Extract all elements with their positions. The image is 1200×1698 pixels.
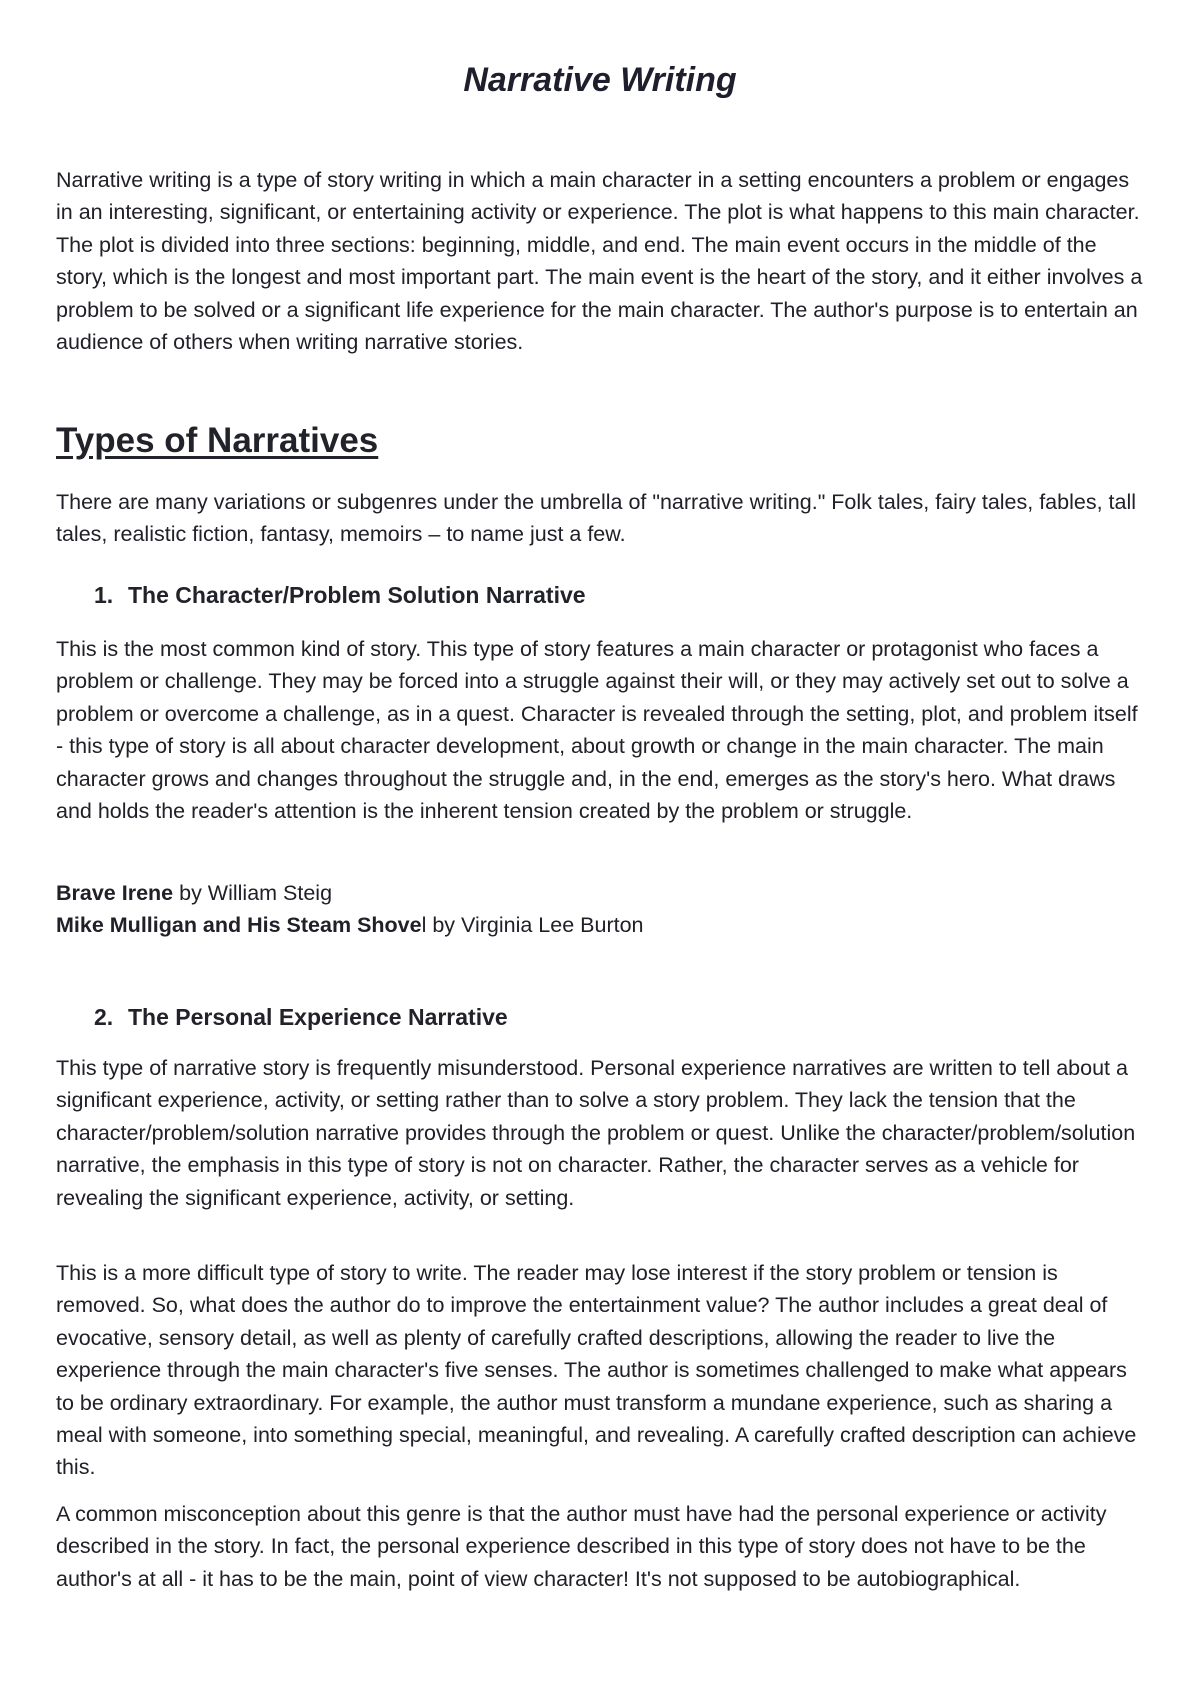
- document-title: Narrative Writing: [463, 61, 737, 99]
- section-1-body: This is the most common kind of story. This type of story features a main character or protagonist who faces a problem or challenge. They may be forced into a struggle against their will, or they may actively set out to solve a problem or overcome a challenge, as in a quest. Character is revealed through the setting, plot, and problem itself - this type of story is all about character development, about growth or change in the main character. The main character grows and changes throughout the struggle and, in the end, emerges as the story's hero. What draws and holds the reader's attention is the inherent tension created by the problem or struggle.: [56, 637, 1138, 824]
- section-1-heading: [94, 579, 586, 611]
- intro-paragraph: Narrative writing is a type of story writing in which a main character in a setting encounters a problem or engages in an interesting, significant, or entertaining activity or experience. The plot is what happens to this main character. The plot is divided into three sections: beginning, middle, and end. The main event occurs in the middle of the story, which is the longest and most important part. The main event is the heart of the story, and it either involves a problem to be solved or a significant life experience for the main character. The author's purpose is to entertain an audience of others when writing narrative stories.: [56, 168, 1143, 355]
- book-title: Brave Irene: [56, 881, 174, 905]
- section-1-title: The Character/Problem Solution Narrative: [128, 582, 586, 608]
- section-2-heading: [94, 1001, 508, 1033]
- book-examples: [56, 877, 1146, 942]
- book-author: l by Virginia Lee Burton: [421, 913, 644, 938]
- section-2-paragraph-1: This type of narrative story is frequently misunderstood. Personal experience narratives are written to tell about a significant experience, activity, or setting rather than to solve a story problem. They lack the tension that the character/problem/solution narrative provides through the problem or quest. Unlike the character/problem/solution narrative, the emphasis in this type of story is not on character. Rather, the character serves as a vehicle for revealing the significant experience, activity, or setting.: [56, 1056, 1136, 1210]
- book-author: by William Steig: [173, 881, 333, 905]
- book-example-1: [56, 877, 1146, 909]
- section-2-paragraph-2: This is a more difficult type of story to write. The reader may lose interest if the story problem or tension is removed. So, what does the author do to improve the entertainment value? The author includes a great deal of evocative, sensory detail, as well as plenty of carefully crafted descriptions, allowing the reader to live the experience through the main character's five senses. The author is sometimes challenged to make what appears to be ordinary extraordinary. For example, the author must transform a mundane experience, such as sharing a meal with someone, into something special, meaningful, and revealing. A carefully crafted description can achieve this.: [56, 1261, 1137, 1480]
- section-2-number: 2.: [94, 1004, 114, 1030]
- section-2-paragraph-3: A common misconception about this genre is that the author must have had the personal experience or activity described in the story. In fact, the personal experience described in this type of story does not have to be the author's at all - it has to be the main, point of view character! It's not supposed to be autobiographical.: [56, 1502, 1107, 1591]
- book-example-2: [56, 909, 1146, 941]
- book-title: Mike Mulligan and His Steam Shove: [56, 913, 422, 938]
- types-intro-paragraph: There are many variations or subgenres under the umbrella of "narrative writing." Folk tales, fairy tales, fables, tall tales, realistic fiction, fantasy, memoirs – to name just a few.: [56, 490, 1137, 547]
- section-2-title: The Personal Experience Narrative: [128, 1004, 508, 1030]
- section-1-number: 1.: [94, 582, 114, 608]
- types-of-narratives-heading: Types of Narratives: [56, 421, 379, 460]
